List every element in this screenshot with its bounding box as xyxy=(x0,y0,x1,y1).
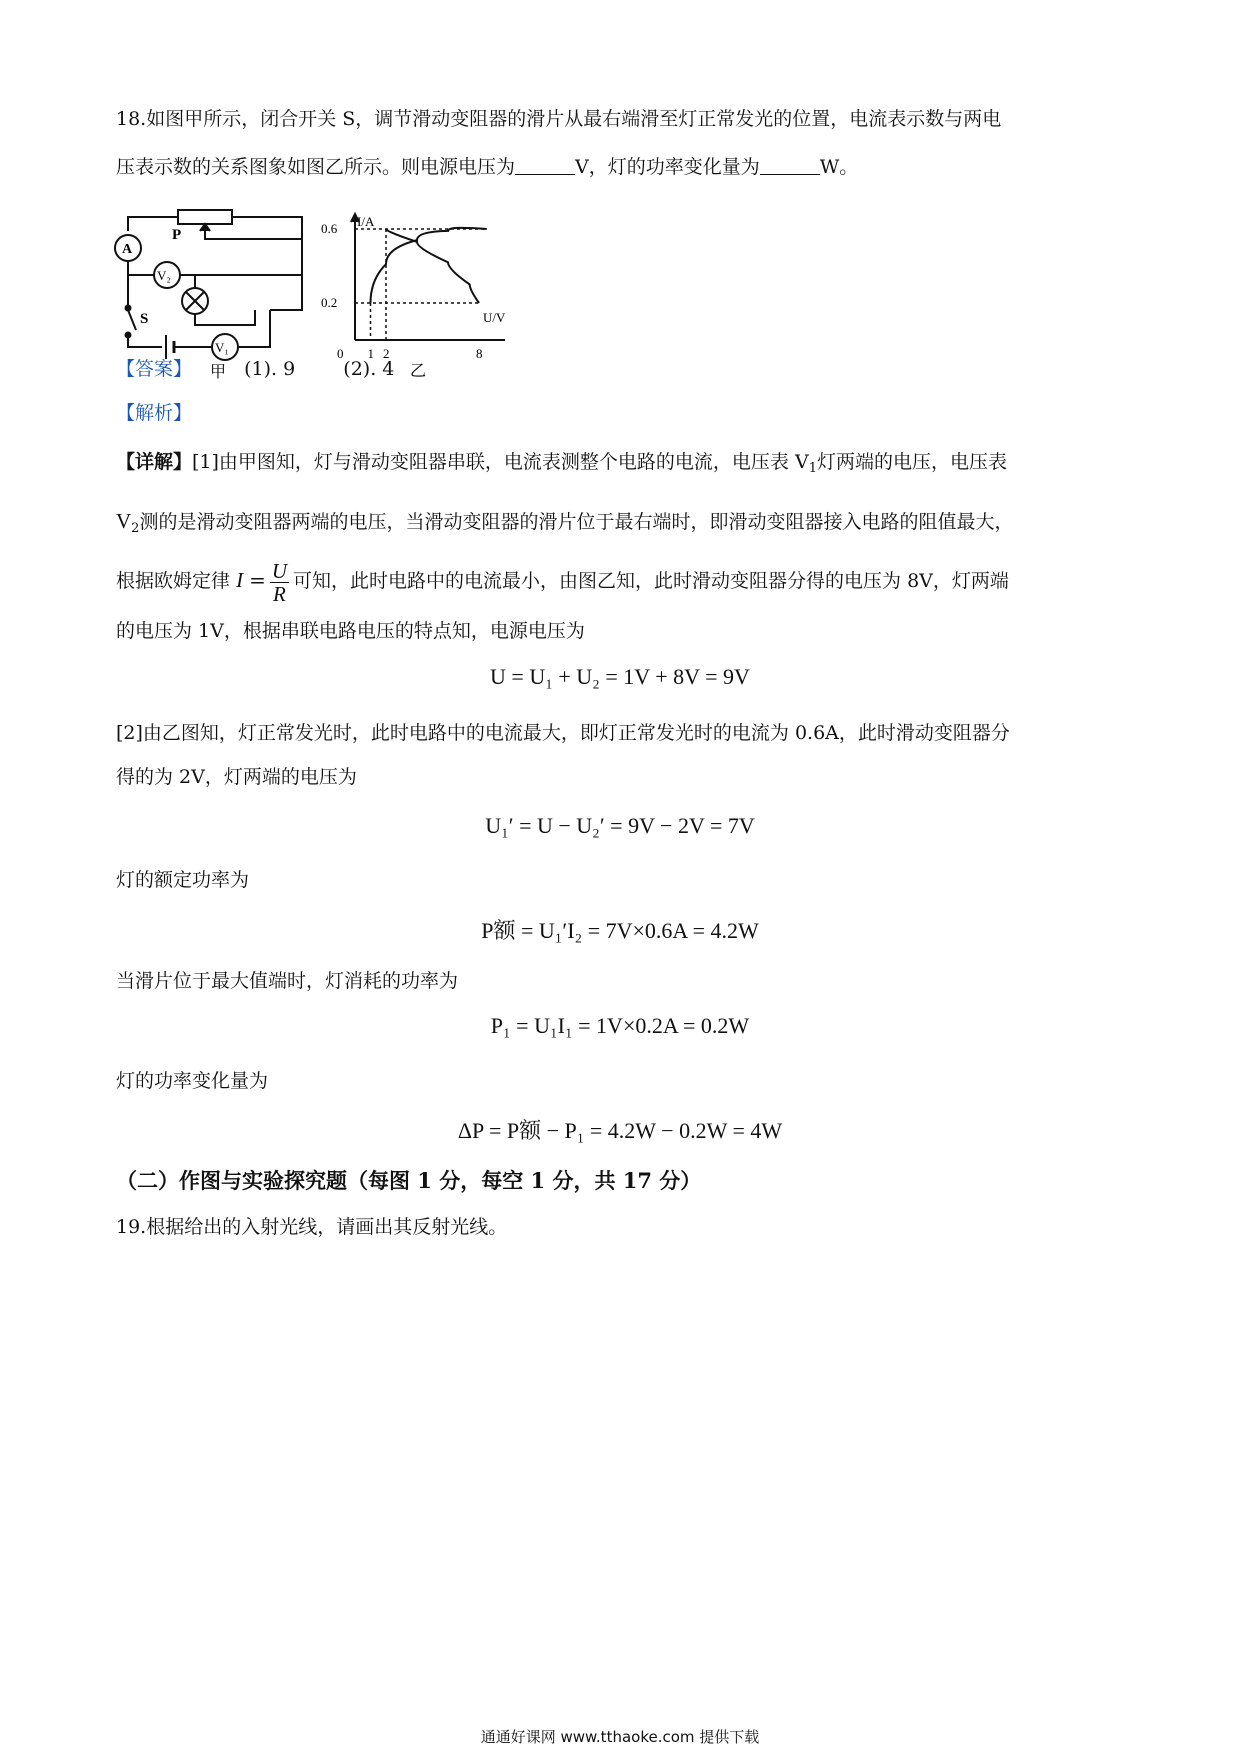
equation-1: U = U₁ + U₂ = 1V + 8V = 9V xyxy=(490,664,750,689)
detail-p7: 灯的额定功率为 xyxy=(116,869,250,891)
ammeter-label: A xyxy=(122,242,133,257)
y-tick-label: 0.6 xyxy=(321,221,338,236)
y-axis-label: I/A xyxy=(357,214,375,229)
s-label: S xyxy=(140,311,149,327)
answer-2: (2). 4 xyxy=(343,358,395,380)
q18-line2-text-b: V，灯的功率变化量为 xyxy=(575,156,760,178)
detail-tag: 【详解】 xyxy=(116,451,193,473)
detail-p5: [2]由乙图知，灯正常发光时，此时电路中的电流最大，即灯正常发光时的电流为 0.6A，此时滑动变阻器分 xyxy=(116,722,1010,744)
detail-p1-text-a: [1]由甲图知，灯与滑动变阻器串联，电流表测整个电路的电流，电压表 V xyxy=(192,451,809,473)
detail-p3-text-b: 可知，此时电路中的电流最小，由图乙知，此时滑动变阻器分得的电压为 8V，灯两端 xyxy=(293,570,1009,592)
equation-3: P额 = U₁′I₂ = 7V×0.6A = 4.2W xyxy=(481,918,759,943)
section-2-heading: （二）作图与实验探究题（每图 1 分，每空 1 分，共 17 分） xyxy=(116,1168,702,1193)
q18-line2-text-a: 压表示数的关系图象如图乙所示。则电源电压为 xyxy=(116,156,516,178)
equation-4: P₁ = U₁I₁ = 1V×0.2A = 0.2W xyxy=(490,1013,750,1038)
detail-p3: 根据欧姆定律 I = $\frac{U}{R}$ 可知，此时电路中的电流最小，由图乙知，此时滑动变阻器分得的电压为 8V，灯两端 xyxy=(116,558,1009,606)
answer-tag: 【答案】 xyxy=(116,358,193,380)
rheostat xyxy=(178,210,232,224)
x-tick-label: 1 xyxy=(367,346,374,361)
answer-1: (1). 9 xyxy=(244,358,296,380)
ohm-law-fraction: $\frac{U}{R}$ xyxy=(271,558,288,606)
x-axis-label: U/V xyxy=(483,310,506,325)
detail-p6: 得的为 2V，灯两端的电压为 xyxy=(116,766,357,788)
series-curve-1 xyxy=(371,228,487,303)
detail-p4: 的电压为 1V，根据串联电路电压的特点知，电源电压为 xyxy=(116,620,585,642)
footer-watermark: 通通好课网 www.tthaoke.com 提供下载 xyxy=(480,1728,760,1746)
q18-line1: 18.如图甲所示，闭合开关 S，调节滑动变阻器的滑片从最右端滑至灯正常发光的位置，电流表示数与两电 xyxy=(116,108,1002,130)
detail-p8: 当滑片位于最大值端时，灯消耗的功率为 xyxy=(116,970,459,992)
answer-blank-2[interactable] xyxy=(760,156,820,175)
equation-5: ΔP = P额 − P₁ = 4.2W − 0.2W = 4W xyxy=(457,1118,783,1143)
q18-line2 xyxy=(116,152,1126,182)
y-tick-label: 0.2 xyxy=(321,295,338,310)
caption-jia: 甲 xyxy=(210,364,227,380)
detail-p2-text: 测的是滑动变阻器两端的电压，当滑动变阻器的滑片位于最右端时，即滑动变阻器接入电路的阻值最大， xyxy=(139,511,1014,533)
detail-p1: 【详解】[1]由甲图知，灯与滑动变阻器串联，电流表测整个电路的电流，电压表 $V_1$灯两端的电压，电压表 xyxy=(116,451,1007,476)
q19-text: 19.根据给出的入射光线，请画出其反射光线。 xyxy=(116,1216,508,1238)
detail-p1-text-b: 灯两端的电压，电压表 xyxy=(816,451,1007,473)
equation-2: U₁′ = U − U₂′ = 9V − 2V = 7V xyxy=(485,813,755,838)
x-tick-label: 2 xyxy=(383,346,390,361)
origin-label: 0 xyxy=(337,346,344,361)
answer-blank-1[interactable] xyxy=(515,156,575,175)
detail-p3-text-a: 根据欧姆定律 xyxy=(116,570,231,592)
caption-yi: 乙 xyxy=(410,363,427,380)
answer-line xyxy=(116,354,1126,384)
series-curve-2 xyxy=(386,229,479,303)
detail-p2: $V_2$测的是滑动变阻器两端的电压，当滑动变阻器的滑片位于最右端时，即滑动变阻器接入电路的阻值最大， xyxy=(116,509,1014,536)
v1-label: V₁ xyxy=(215,340,229,355)
analysis-tag: 【解析】 xyxy=(116,402,193,424)
x-tick-label: 8 xyxy=(476,346,483,361)
detail-p9: 灯的功率变化量为 xyxy=(116,1070,269,1092)
analysis-line xyxy=(116,398,1126,428)
v2-label: V₂ xyxy=(157,268,171,283)
p-label: P xyxy=(172,227,182,243)
q18-line2-text-c: W。 xyxy=(819,156,859,178)
